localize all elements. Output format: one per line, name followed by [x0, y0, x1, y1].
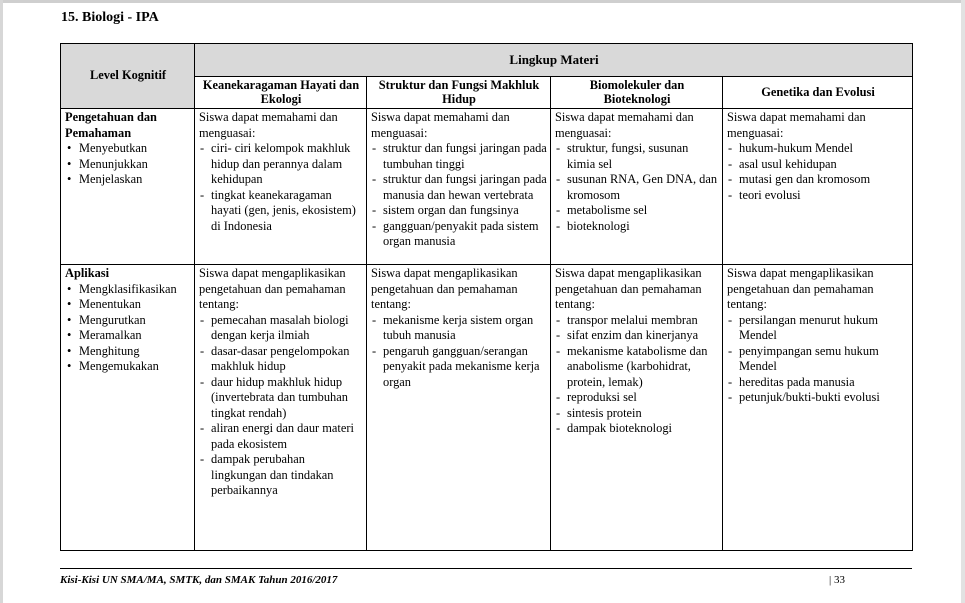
materi-item: - sifat enzim dan kinerjanya	[555, 328, 719, 344]
materi-item: - bioteknologi	[555, 219, 719, 235]
materi-item: - dasar-dasar pengelompokan makhluk hidup	[199, 344, 363, 375]
level-cell	[61, 109, 195, 265]
materi-list	[555, 141, 719, 234]
materi-list	[371, 141, 547, 250]
level-title: Aplikasi	[65, 266, 110, 280]
level-verb: • Menjelaskan	[65, 172, 191, 188]
footer-page-number: | 33	[829, 574, 845, 586]
page-right-edge	[961, 0, 965, 603]
column-header: Struktur dan Fungsi Makhluk Hidup	[367, 76, 551, 109]
materi-item: - ciri- ciri kelompok makhluk hidup dan perannya dalam kehidupan	[199, 141, 363, 188]
table-row-pengetahuan	[61, 109, 913, 265]
materi-item: - dampak bioteknologi	[555, 421, 719, 437]
materi-item: - transpor melalui membran	[555, 313, 719, 329]
materi-item: - dampak perubahan lingkungan dan tindakan perbaikannya	[199, 452, 363, 499]
materi-cell	[551, 109, 723, 265]
page-left-edge	[0, 0, 3, 603]
level-title: Pengetahuan dan Pemahaman	[65, 110, 157, 140]
materi-item: - struktur dan fungsi jaringan pada manusia dan hewan vertebrata	[371, 172, 547, 203]
cell-intro: Siswa dapat memahami dan menguasai:	[371, 110, 510, 140]
table-row-aplikasi	[61, 265, 913, 551]
materi-item: - hereditas pada manusia	[727, 375, 909, 391]
materi-list	[371, 313, 547, 391]
materi-item: - aliran energi dan daur materi pada ekosistem	[199, 421, 363, 452]
level-verbs-list	[65, 141, 191, 188]
level-verb: • Menghitung	[65, 344, 191, 360]
level-verb: • Menentukan	[65, 297, 191, 313]
level-verb: • Menunjukkan	[65, 157, 191, 173]
materi-cell	[723, 265, 913, 551]
materi-item: - metabolisme sel	[555, 203, 719, 219]
column-header: Genetika dan Evolusi	[723, 76, 913, 109]
materi-list	[199, 141, 363, 234]
kisi-kisi-table	[60, 43, 913, 551]
cell-intro: Siswa dapat memahami dan menguasai:	[199, 110, 338, 140]
materi-item: - gangguan/penyakit pada sistem organ manusia	[371, 219, 547, 250]
level-verb: • Mengemukakan	[65, 359, 191, 375]
materi-item: - persilangan menurut hukum Mendel	[727, 313, 909, 344]
cell-intro: Siswa dapat memahami dan menguasai:	[727, 110, 866, 140]
cell-intro: Siswa dapat mengaplikasikan pengetahuan dan pemahaman tentang:	[199, 266, 346, 311]
materi-item: - teori evolusi	[727, 188, 909, 204]
materi-item: - reproduksi sel	[555, 390, 719, 406]
materi-item: - struktur dan fungsi jaringan pada tumbuhan tinggi	[371, 141, 547, 172]
materi-item: - daur hidup makhluk hidup (invertebrata dan tumbuhan tingkat rendah)	[199, 375, 363, 422]
column-header: Keanekaragaman Hayati dan Ekologi	[195, 76, 367, 109]
materi-cell	[551, 265, 723, 551]
cell-intro: Siswa dapat memahami dan menguasai:	[555, 110, 694, 140]
materi-item: - pengaruh gangguan/serangan penyakit pada mekanisme kerja organ	[371, 344, 547, 391]
cell-intro: Siswa dapat mengaplikasikan pengetahuan dan pemahaman tentang:	[727, 266, 874, 311]
header-row-1	[61, 44, 913, 77]
materi-item: - sintesis protein	[555, 406, 719, 422]
materi-item: - penyimpangan semu hukum Mendel	[727, 344, 909, 375]
materi-item: - hukum-hukum Mendel	[727, 141, 909, 157]
materi-list	[555, 313, 719, 437]
materi-item: - mutasi gen dan kromosom	[727, 172, 909, 188]
level-verbs-list	[65, 282, 191, 375]
materi-item: - mekanisme kerja sistem organ tubuh manusia	[371, 313, 547, 344]
level-kognitif-header: Level Kognitif	[61, 44, 195, 109]
page-top-edge	[0, 0, 965, 3]
cell-intro: Siswa dapat mengaplikasikan pengetahuan dan pemahaman tentang:	[371, 266, 518, 311]
materi-item: - mekanisme katabolisme dan anabolisme (karbohidrat, protein, lemak)	[555, 344, 719, 391]
materi-list	[727, 141, 909, 203]
materi-cell	[367, 109, 551, 265]
materi-item: - susunan RNA, Gen DNA, dan kromosom	[555, 172, 719, 203]
level-verb: • Mengklasifikasikan	[65, 282, 191, 298]
cell-intro: Siswa dapat mengaplikasikan pengetahuan dan pemahaman tentang:	[555, 266, 702, 311]
footer-document-title: Kisi-Kisi UN SMA/MA, SMTK, dan SMAK Tahun 2016/2017	[60, 574, 338, 586]
materi-cell	[367, 265, 551, 551]
materi-list	[727, 313, 909, 406]
level-verb: • Meramalkan	[65, 328, 191, 344]
level-verb: • Mengurutkan	[65, 313, 191, 329]
column-header: Biomolekuler dan Bioteknologi	[551, 76, 723, 109]
materi-item: - pemecahan masalah biologi dengan kerja ilmiah	[199, 313, 363, 344]
materi-item: - struktur, fungsi, susunan kimia sel	[555, 141, 719, 172]
level-verb: • Menyebutkan	[65, 141, 191, 157]
footer-divider	[60, 568, 912, 569]
materi-cell	[195, 109, 367, 265]
section-heading: 15. Biologi - IPA	[61, 10, 159, 25]
materi-cell	[723, 109, 913, 265]
materi-list	[199, 313, 363, 499]
lingkup-materi-header: Lingkup Materi	[195, 44, 913, 77]
materi-item: - sistem organ dan fungsinya	[371, 203, 547, 219]
materi-item: - petunjuk/bukti-bukti evolusi	[727, 390, 909, 406]
level-cell	[61, 265, 195, 551]
materi-item: - tingkat keanekaragaman hayati (gen, jenis, ekosistem) di Indonesia	[199, 188, 363, 235]
materi-item: - asal usul kehidupan	[727, 157, 909, 173]
materi-cell	[195, 265, 367, 551]
